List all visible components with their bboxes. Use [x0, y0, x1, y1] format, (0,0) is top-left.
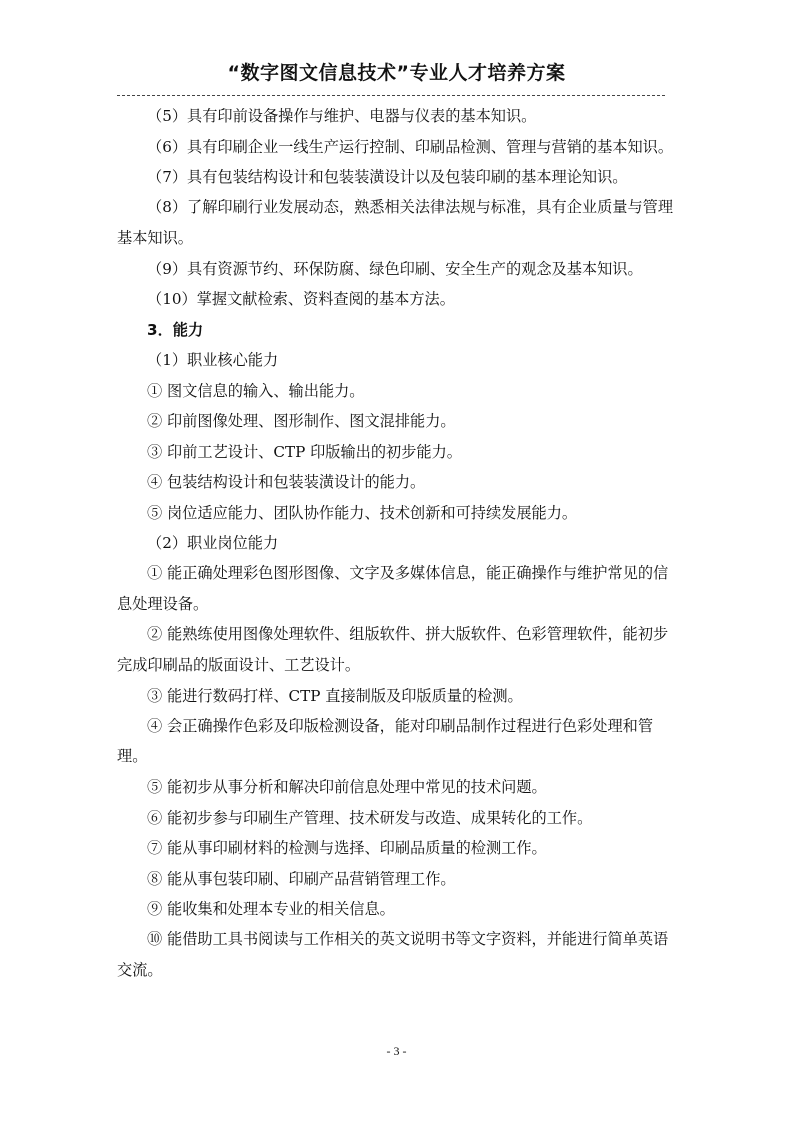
post-ability-item-3: ③ 能进行数码打样、CTP 直接制版及印版质量的检测。: [147, 686, 523, 705]
paragraph-knowledge-8: （8）了解印刷行业发展动态，熟悉相关法律法规与标准，具有企业质量与管理基本知识。: [117, 198, 674, 247]
core-ability-item-2: ② 印前图像处理、图形制作、图文混排能力。: [147, 412, 456, 430]
subheading-core-ability: （1）职业核心能力: [147, 351, 279, 369]
paragraph-knowledge-7: （7）具有包装结构设计和包装装潢设计以及包装印刷的基本理论知识。: [147, 168, 628, 186]
post-ability-item-8: ⑧ 能从事包装印刷、印刷产品营销管理工作。: [147, 869, 456, 888]
core-ability-item-3: ③ 印前工艺设计、CTP 印版输出的初步能力。: [147, 442, 462, 461]
document-body: [117, 106, 683, 980]
post-ability-item-4: ④ 会正确操作色彩及印版检测设备，能对印刷品制作过程进行色彩处理和管理。: [117, 716, 654, 765]
post-ability-item-2: ② 能熟练使用图像处理软件、组版软件、拼大版软件、色彩管理软件，能初步完成印刷品的版面设计、工艺设计。: [117, 625, 669, 674]
document-header-title: “数字图文信息技术”专业人才培养方案: [227, 62, 566, 84]
core-ability-item-5: ⑤ 岗位适应能力、团队协作能力、技术创新和可持续发展能力。: [147, 503, 578, 522]
section-heading-ability: 3．能力: [147, 320, 204, 339]
post-ability-item-10: ⑩ 能借助工具书阅读与工作相关的英文说明书等文字资料，并能进行简单英语交流。: [117, 930, 669, 979]
post-ability-item-9: ⑨ 能收集和处理本专业的相关信息。: [147, 900, 395, 918]
post-ability-item-1: ① 能正确处理彩色图形图像、文字及多媒体信息，能正确操作与维护常见的信息处理设备。: [117, 564, 669, 613]
core-ability-item-4: ④ 包装结构设计和包装装潢设计的能力。: [147, 473, 426, 491]
header-divider: [117, 95, 665, 96]
paragraph-knowledge-9: （9）具有资源节约、环保防腐、绿色印刷、安全生产的观念及基本知识。: [147, 259, 643, 278]
post-ability-item-5: ⑤ 能初步从事分析和解决印前信息处理中常见的技术问题。: [147, 778, 547, 796]
paragraph-knowledge-5: （5）具有印前设备操作与维护、电器与仪表的基本知识。: [147, 107, 537, 125]
subheading-post-ability: （2）职业岗位能力: [147, 534, 279, 552]
post-ability-item-6: ⑥ 能初步参与印刷生产管理、技术研发与改造、成果转化的工作。: [147, 808, 593, 827]
core-ability-item-1: ① 图文信息的输入、输出能力。: [147, 381, 365, 400]
paragraph-knowledge-10: （10）掌握文献检索、资料查阅的基本方法。: [147, 290, 455, 308]
page-number: - 3 -: [386, 1044, 407, 1058]
post-ability-item-7: ⑦ 能从事印刷材料的检测与选择、印刷品质量的检测工作。: [147, 839, 547, 857]
paragraph-knowledge-6: （6）具有印刷企业一线生产运行控制、印刷品检测、管理与营销的基本知识。: [147, 137, 674, 156]
